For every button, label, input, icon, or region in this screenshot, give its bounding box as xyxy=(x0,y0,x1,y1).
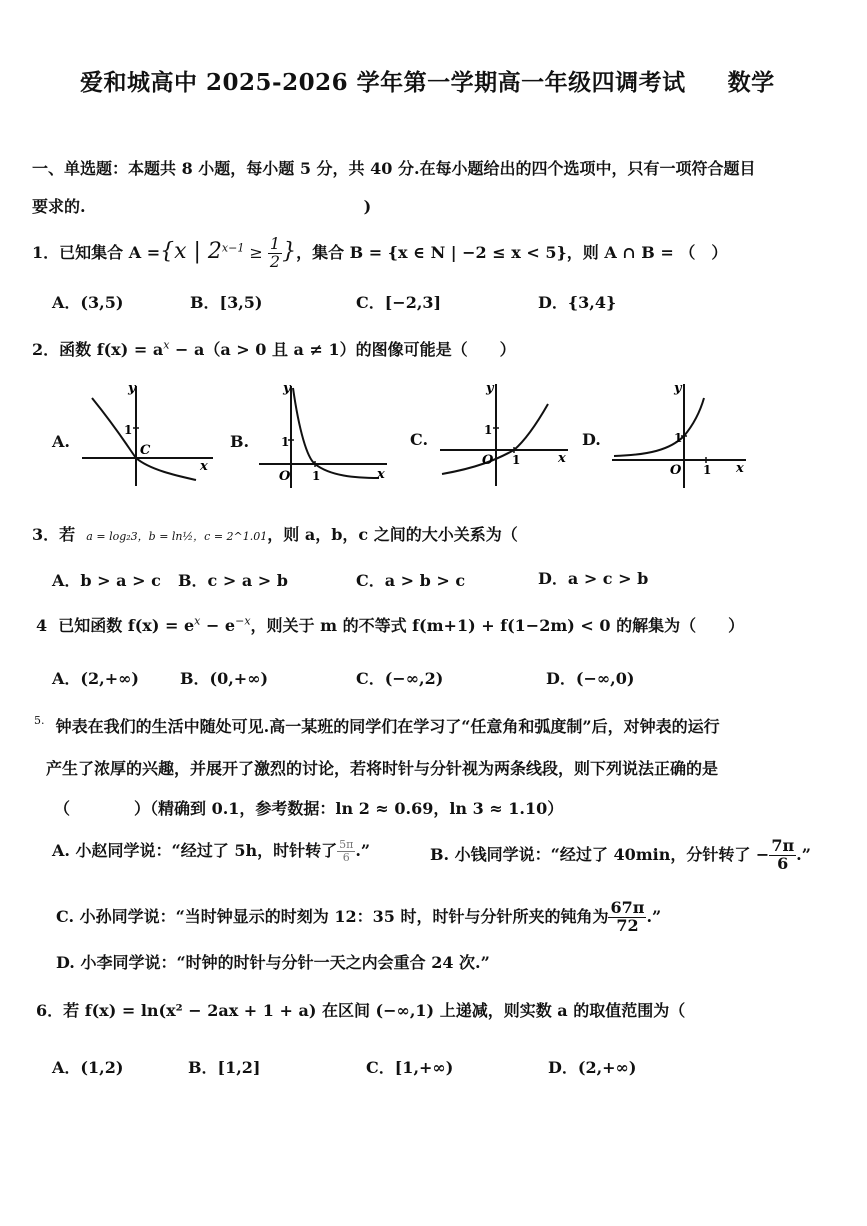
graph-a-one-label: 1 xyxy=(124,423,133,437)
option-b-end: .” xyxy=(796,844,811,864)
question-5-text-line1: 钟表在我们的生活中随处可见.高一某班的同学们在学习了“任意角和弧度制”后，对钟表的运行 xyxy=(55,717,720,736)
question-6-stem xyxy=(36,998,685,1021)
question-2-text-b: − a（a > 0 且 a ≠ 1）的图像可能是（ ） xyxy=(169,340,516,359)
question-1-text-c: ，则 A ∩ B = （ ） xyxy=(566,242,728,262)
question-1-option-d[interactable]: D．{3,4} xyxy=(538,293,617,312)
graph-option-c-label[interactable]: C. xyxy=(410,430,429,449)
option-c-end: .” xyxy=(646,906,662,926)
question-3-option-a[interactable]: A．b > a > c xyxy=(52,571,161,590)
graph-d-curve xyxy=(614,398,704,456)
option-c-text: C. 小孙同学说：“当时钟显示的时刻为 12：35 时，时针与分针所夹的钝角为 xyxy=(56,906,609,926)
question-4-option-a[interactable]: A．(2,+∞) xyxy=(52,669,139,688)
question-4-option-d[interactable]: D．(−∞,0) xyxy=(546,669,635,688)
option-b-text: B. 小钱同学说：“经过了 40min，分针转了 − xyxy=(430,844,770,864)
question-6-text: 若 f(x) = ln(x² − 2ax + 1 + a) 在区间 (−∞,1) 上递减，则实数 a 的取值范围为（ xyxy=(63,1001,686,1020)
question-2-number: 2． xyxy=(32,340,60,359)
graph-c-y-label: y xyxy=(486,381,494,396)
graph-a-x-label: x xyxy=(200,459,208,474)
question-1-text-a: 已知集合 A = xyxy=(59,242,161,262)
question-2-exponent: x xyxy=(163,338,170,352)
question-4-option-c[interactable]: C．(−∞,2) xyxy=(356,669,444,688)
section-heading-line2 xyxy=(32,194,371,217)
graph-option-d[interactable] xyxy=(608,378,753,490)
graph-c-one-y-label: 1 xyxy=(484,423,493,437)
question-5-line3: （ ）（精确到 0.1，参考数据：ln 2 ≈ 0.69，ln 3 ≈ 1.10） xyxy=(54,799,564,818)
graph-c-one-x-label: 1 xyxy=(512,453,521,467)
question-1-option-a[interactable]: A．(3,5) xyxy=(52,293,124,312)
exam-subject: 数学 xyxy=(727,69,775,96)
set-a-open: {x | 2 xyxy=(160,238,222,264)
option-c-fraction xyxy=(608,900,646,935)
question-3-text-a: 若 xyxy=(59,525,76,544)
question-5-line1 xyxy=(34,714,720,737)
question-6-option-c[interactable]: C．[1,+∞) xyxy=(366,1058,454,1077)
graph-d-x-label: x xyxy=(736,461,744,476)
question-1-option-b[interactable]: B．[3,5) xyxy=(190,293,263,312)
option-a-denominator: 6 xyxy=(342,851,350,864)
section-heading-line1: 一、单选题：本题共 8 小题，每小题 5 分，共 40 分.在每小题给出的四个选项中，只有一项符合题目 xyxy=(32,159,756,178)
question-3-text-b: ，则 a，b，c 之间的大小关系为（ xyxy=(267,525,518,544)
graph-option-d-label[interactable]: D. xyxy=(582,430,601,449)
option-b-denominator: 6 xyxy=(777,853,789,873)
graph-a-origin-label: C xyxy=(140,443,151,458)
graph-b-y-label: y xyxy=(283,381,291,396)
question-4-text-b: ，则关于 m 的不等式 f(m+1) + f(1−2m) < 0 的解集为（ ） xyxy=(250,616,745,635)
option-c-numerator: 67π xyxy=(610,898,645,917)
question-3-option-d[interactable]: D．a > c > b xyxy=(538,569,649,588)
graph-d-one-x-label: 1 xyxy=(703,463,712,477)
graph-a-y-label: y xyxy=(128,381,136,396)
graph-d-one-y-label: 1 xyxy=(674,431,683,445)
question-4-text-mid: − e xyxy=(200,616,236,635)
question-6-option-a[interactable]: A．(1,2) xyxy=(52,1058,124,1077)
graph-b-one-x-label: 1 xyxy=(312,469,321,483)
graph-b-origin-label: O xyxy=(279,469,291,484)
question-3-option-b[interactable]: B．c > a > b xyxy=(178,571,288,590)
question-5-option-c[interactable] xyxy=(56,900,661,935)
question-3-stem xyxy=(32,522,518,545)
question-6-option-d[interactable]: D．(2,+∞) xyxy=(548,1058,637,1077)
fraction-denominator: 2 xyxy=(269,251,281,271)
question-3-number: 3． xyxy=(32,525,60,544)
question-4-option-b[interactable]: B．(0,+∞) xyxy=(180,669,269,688)
exam-title-text: 爱和城高中 2025-2026 学年第一学期高一年级四调考试 xyxy=(80,69,686,96)
set-a-fraction xyxy=(268,236,282,271)
question-5-option-d[interactable]: D. 小李同学说：“时钟的时针与分针一天之内会重合 24 次.” xyxy=(56,953,490,972)
graph-option-a[interactable] xyxy=(78,380,218,490)
question-3-option-c[interactable]: C．a > b > c xyxy=(356,571,466,590)
question-6-option-b[interactable]: B．[1,2] xyxy=(188,1058,261,1077)
option-b-fraction xyxy=(769,838,796,873)
question-4-stem xyxy=(36,613,744,636)
graph-b-one-y-label: 1 xyxy=(281,435,290,449)
question-5-number: 5. xyxy=(34,714,45,727)
option-a-text: A. 小赵同学说：“经过了 5h，时针转了 xyxy=(52,841,338,860)
option-c-denominator: 72 xyxy=(616,915,639,935)
option-a-end: .” xyxy=(355,841,371,860)
graph-option-c[interactable] xyxy=(436,378,576,490)
exam-title xyxy=(80,64,775,97)
option-a-numerator: 5π xyxy=(339,838,354,852)
graph-option-a-label[interactable]: A. xyxy=(52,432,70,451)
fraction-numerator: 1 xyxy=(269,234,281,253)
question-1-stem xyxy=(32,236,727,271)
question-5-line2: 产生了浓厚的兴趣，并展开了激烈的讨论，若将时针与分针视为两条线段，则下列说法正确的是 xyxy=(46,759,719,778)
question-6-number: 6． xyxy=(36,1001,64,1020)
graph-c-x-label: x xyxy=(558,451,566,466)
option-b-numerator: 7π xyxy=(771,836,795,855)
graph-b-x-label: x xyxy=(377,467,385,482)
graph-option-b[interactable] xyxy=(255,380,395,490)
graph-d-y-label: y xyxy=(674,381,682,396)
graph-c-origin-label: O xyxy=(482,453,494,468)
set-a-close: } xyxy=(282,238,297,264)
question-2-stem xyxy=(32,337,516,360)
question-4-text-a: 已知函数 f(x) = e xyxy=(58,616,195,635)
question-4-exponent-2: −x xyxy=(235,614,251,628)
question-3-given: a = log₂3，b = ln½，c = 2^1.01 xyxy=(86,530,268,543)
question-1-option-c[interactable]: C．[−2,3] xyxy=(356,293,442,312)
section-heading-paren: ) xyxy=(363,197,372,216)
question-4-number: 4 xyxy=(36,616,48,635)
question-5-option-b[interactable] xyxy=(430,838,811,873)
question-5-option-a[interactable] xyxy=(52,838,370,864)
graph-option-b-label[interactable]: B. xyxy=(230,432,250,451)
section-heading-text: 要求的. xyxy=(32,197,86,216)
question-2-text-a: 函数 f(x) = a xyxy=(59,340,164,359)
question-1-text-b: ，集合 B = {x ∈ N | −2 ≤ x < 5} xyxy=(296,242,567,262)
question-4-exponent-1: x xyxy=(194,614,201,628)
question-1-number: 1． xyxy=(32,242,60,262)
option-a-fraction xyxy=(337,839,355,863)
graph-d-origin-label: O xyxy=(670,463,682,478)
graph-a-curve xyxy=(92,398,196,480)
set-a-ge: ≥ xyxy=(244,242,268,262)
set-a-exponent: x−1 xyxy=(221,241,245,255)
